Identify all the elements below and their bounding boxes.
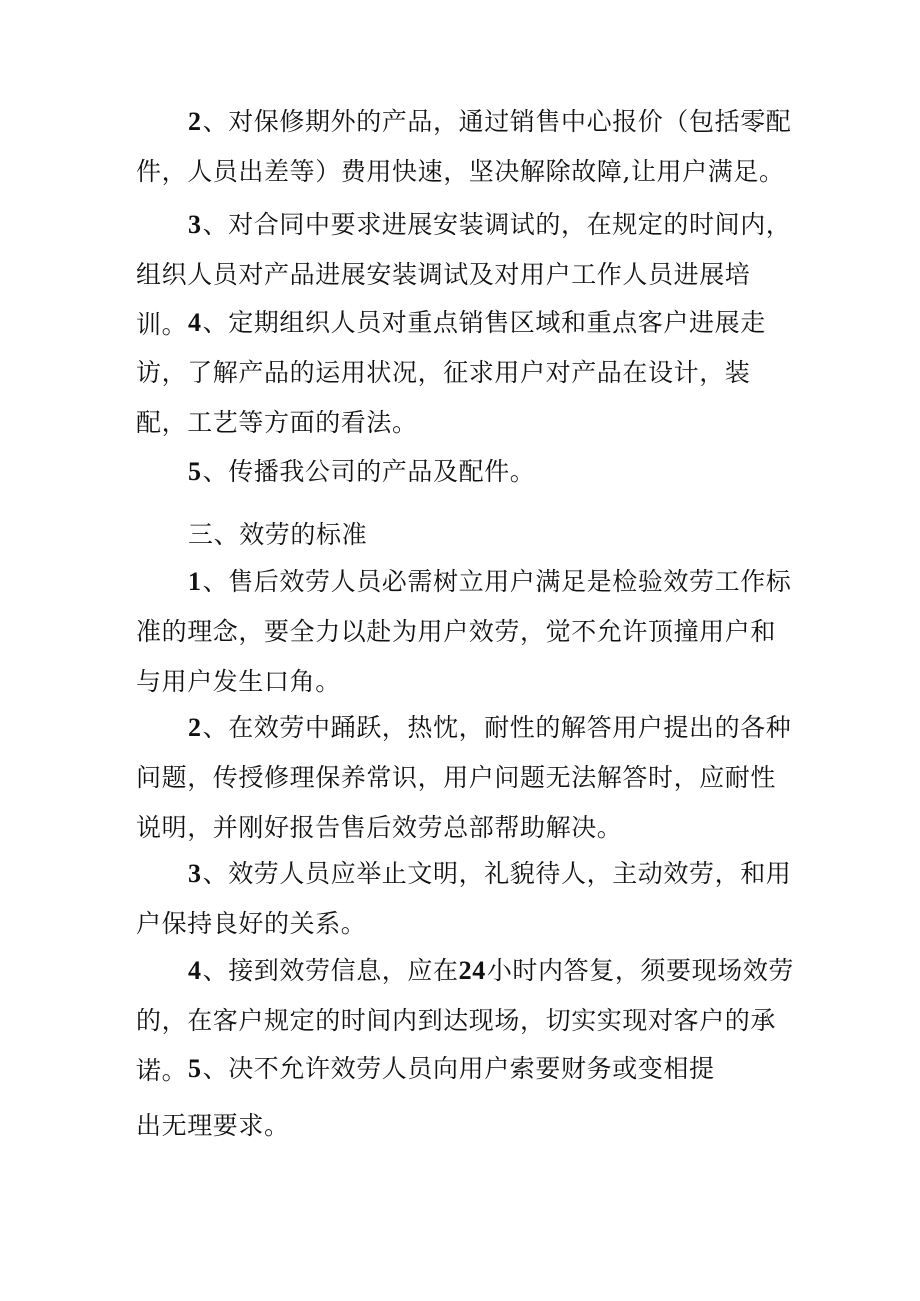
item-number: 3 — [188, 859, 202, 888]
paragraph-text: 、对合同中要求进展安装调试的，在规定的时间内，组织人员对产品进展安装调试及对用户工作人员进展培训。 — [136, 210, 792, 339]
paragraph-item-2-after-warranty — [136, 97, 796, 197]
paragraph-standard-2 — [136, 703, 796, 853]
paragraph-text: 、效劳人员应举止文明，礼貌待人，主动效劳，和用户保持良好的关系。 — [136, 859, 792, 938]
item-number: 4 — [188, 956, 202, 985]
paragraph-text: 、传播我公司的产品及配件。 — [202, 457, 536, 486]
paragraph-text: 出无理要求。 — [136, 1111, 290, 1140]
paragraph-standard-1 — [136, 557, 796, 707]
paragraph-text-before: 、接到效劳信息，应在 — [202, 956, 459, 985]
section-heading-service-standards — [136, 510, 796, 560]
paragraph-text: 、售后效劳人员必需树立用户满足是检验效劳工作标准的理念，要全力以赴为用户效劳，觉不允许顶撞用户和与用户发生口角。 — [136, 567, 792, 696]
inline-number-hours: 24 — [458, 956, 486, 985]
item-number: 2 — [188, 107, 202, 136]
paragraph-text: 、定期组织人员对重点销售区域和重点客户进展走访，了解产品的运用状况，征求用户对产品在设计，装配，工艺等方面的看法。 — [136, 308, 766, 437]
item-number: 4 — [188, 308, 202, 337]
paragraph-item-4-visits — [136, 298, 796, 448]
paragraph-item-5-promotion — [136, 447, 796, 497]
section-heading-text: 三、效劳的标准 — [188, 520, 368, 549]
item-number: 2 — [188, 713, 202, 742]
paragraph-standard-5 — [136, 1044, 796, 1094]
item-number: 3 — [188, 210, 202, 239]
paragraph-standard-3 — [136, 849, 796, 949]
paragraph-text: 、对保修期外的产品，通过销售中心报价（包括零配件，人员出差等）费用快速，坚决解除故障,让用户满足。 — [136, 107, 792, 186]
paragraph-text-after: 小时内答复，须要现场效劳的，在客户规定的时间内到达现场，切实实现对客户的承诺。 — [136, 956, 795, 1085]
paragraph-standard-5-continued — [136, 1101, 796, 1151]
paragraph-text: 、决不允许效劳人员向用户索要财务或变相提 — [202, 1054, 715, 1083]
item-number: 1 — [188, 567, 202, 596]
paragraph-text: 、在效劳中踊跃，热忱，耐性的解答用户提出的各种问题，传授修理保养常识，用户问题无法解答时，应耐性说明，并刚好报告售后效劳总部帮助解决。 — [136, 713, 792, 842]
item-number: 5 — [188, 457, 202, 486]
item-number: 5 — [188, 1054, 202, 1083]
